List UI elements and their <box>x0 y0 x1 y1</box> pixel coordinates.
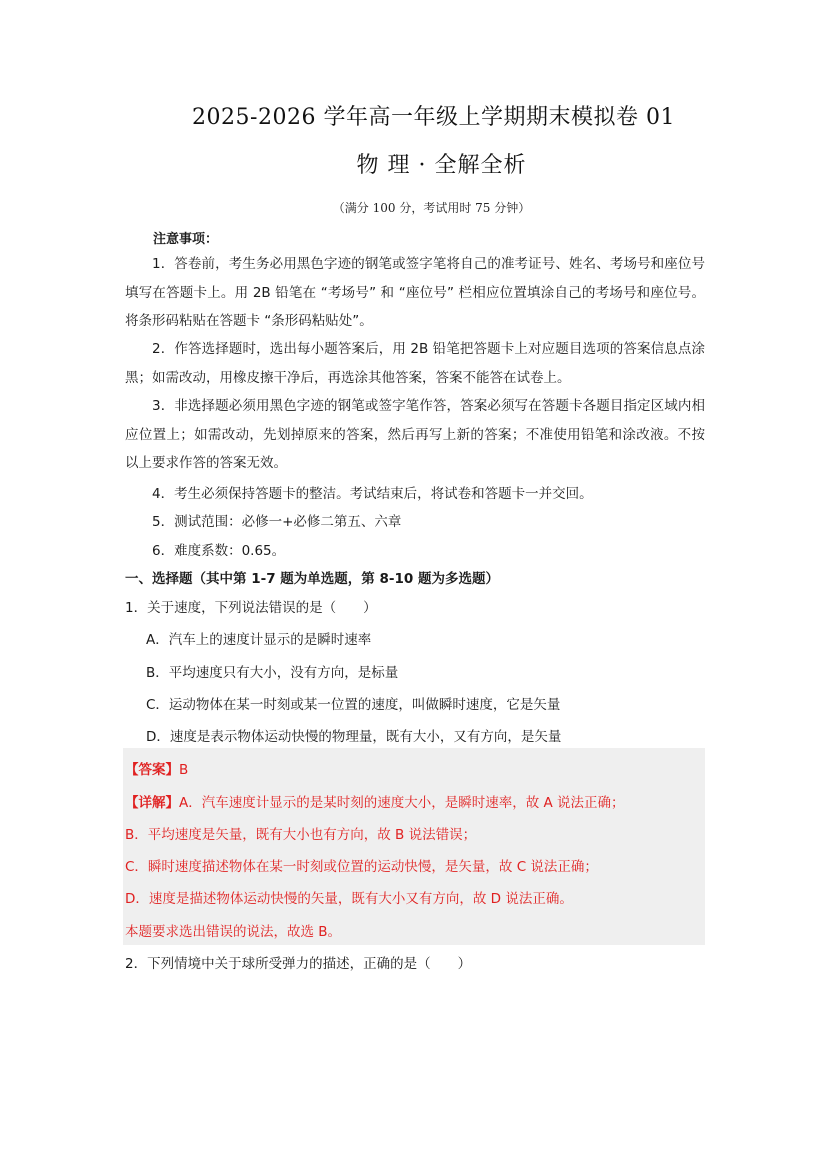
notice-title: 注意事项： <box>153 232 219 247</box>
question-1-option-b: B．平均速度只有大小，没有方向，是标量 <box>146 665 399 681</box>
notice-item-1: 1．答卷前，考生务必用黑色字迹的钢笔或签字笔将自己的准考证号、姓名、考场号和座位号填写在答题卡上。用 2B 铅笔在 “考场号” 和 “座位号” 栏相应位置填涂自己的考场号和座位号。将条形码粘贴在答题卡 “条形码粘贴处”。 <box>125 256 705 329</box>
notice-item-4: 4．考生必须保持答题卡的整洁。考试结束后，将试卷和答题卡一并交回。 <box>152 486 593 502</box>
exam-subtitle: 物 理 · 全解全析 <box>356 153 527 178</box>
detail-line-c: C．瞬时速度描述物体在某一时刻或位置的运动快慢，是矢量，故 C 说法正确； <box>125 859 598 875</box>
score-time-note: （满分 100 分，考试用时 75 分钟） <box>332 201 531 215</box>
detail-text-a: A．汽车速度计显示的是某时刻的速度大小，是瞬时速率，故 A 说法正确； <box>179 795 625 811</box>
notice-item-2: 2．作答选择题时，选出每小题答案后，用 2B 铅笔把答题卡上对应题目选项的答案信息点涂黑；如需改动，用橡皮擦干净后，再选涂其他答案，答案不能答在试卷上。 <box>125 341 705 386</box>
question-1-option-a: A．汽车上的速度计显示的是瞬时速率 <box>146 632 372 648</box>
notice-item-6: 6．难度系数：0.65。 <box>152 543 286 559</box>
detail-line-b: B．平均速度是矢量，既有大小也有方向，故 B 说法错误； <box>125 827 477 843</box>
question-2-stem: 2．下列情境中关于球所受弹力的描述，正确的是（ ） <box>125 956 472 972</box>
notice-item-5: 5．测试范围：必修一+必修二第五、六章 <box>152 514 402 530</box>
detail-line-d: D．速度是描述物体运动快慢的矢量，既有大小又有方向，故 D 说法正确。 <box>125 891 573 907</box>
detail-line-a <box>125 791 625 811</box>
answer-explanation-box <box>123 748 705 945</box>
notice-item-3: 3．非选择题必须用黑色字迹的钢笔或签字笔作答，答案必须写在答题卡各题目指定区域内相应位置上；如需改动，先划掉原来的答案，然后再写上新的答案；不准使用铅笔和涂改液。不按以上要求作答的答案无效。 <box>125 398 705 471</box>
answer-line <box>125 758 188 778</box>
answer-value: B <box>179 762 189 778</box>
question-1-option-d: D．速度是表示物体运动快慢的物理量，既有大小，又有方向，是矢量 <box>146 729 562 745</box>
detail-conclusion: 本题要求选出错误的说法，故选 B。 <box>125 924 342 940</box>
section-heading: 一、选择题（其中第 1-7 题为单选题，第 8-10 题为多选题） <box>125 571 499 587</box>
detail-label: 【详解】 <box>125 795 179 811</box>
question-1-stem: 1．关于速度，下列说法错误的是（ ） <box>125 600 377 616</box>
question-1-option-c: C．运动物体在某一时刻或某一位置的速度，叫做瞬时速度，它是矢量 <box>146 697 561 713</box>
exam-title: 2025-2026 学年高一年级上学期期末模拟卷 01 <box>192 105 675 130</box>
answer-label: 【答案】 <box>125 762 179 778</box>
